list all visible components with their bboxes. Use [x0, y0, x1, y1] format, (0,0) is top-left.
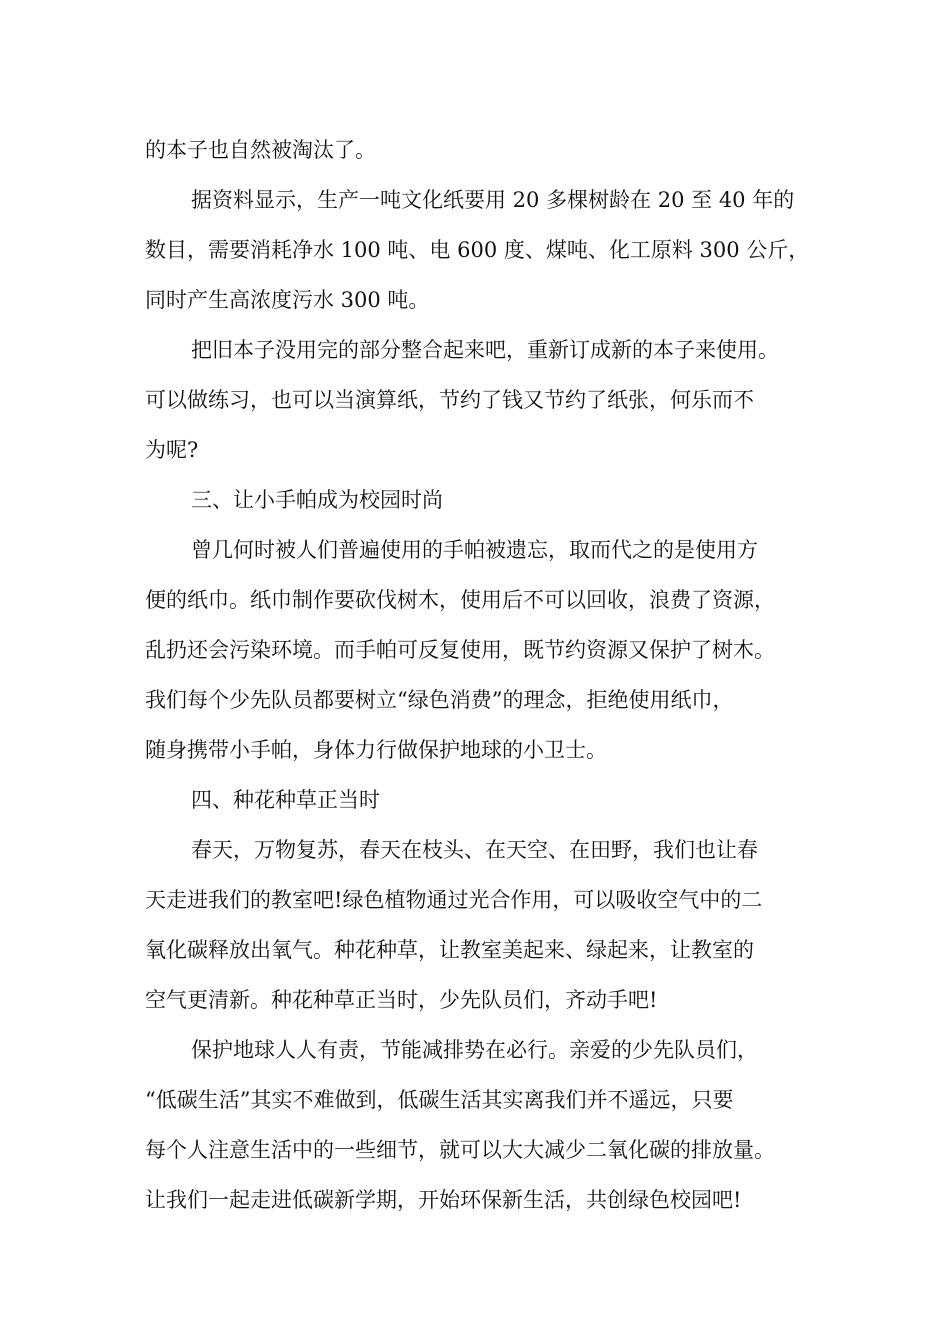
paragraph-start-line: 保护地球人人有责，节能减排势在必行。亲爱的少先队员们，	[191, 1038, 758, 1062]
text-line: 天走进我们的教室吧!绿色植物通过光合作用，可以吸收空气中的二	[145, 888, 763, 912]
text-line: 同时产生高浓度污水 300 吨。	[145, 288, 430, 312]
text-line: 空气更清新。种花种草正当时，少先队员们，齐动手吧!	[145, 988, 658, 1012]
paragraph-start-line: 春天，万物复苏，春天在枝头、在天空、在田野，我们也让春	[191, 838, 758, 862]
section-heading-4: 四、种花种草正当时	[191, 788, 380, 812]
text-line: 随身携带小手帕，身体力行做保护地球的小卫士。	[145, 738, 607, 762]
text-line: 让我们一起走进低碳新学期，开始环保新生活，共创绿色校园吧!	[145, 1188, 742, 1212]
text-line: 为呢?	[145, 438, 199, 462]
text-line: 数目，需要消耗净水 100 吨、电 600 度、煤吨、化工原料 300 公斤，	[145, 238, 810, 262]
text-line: 可以做练习，也可以当演算纸，节约了钱又节约了纸张，何乐而不	[145, 388, 754, 412]
text-line: 我们每个少先队员都要树立“绿色消费”的理念，拒绝使用纸巾，	[145, 688, 734, 712]
text-line: “低碳生活”其实不难做到，低碳生活其实离我们并不遥远，只要	[145, 1088, 734, 1112]
text-line: 氧化碳释放出氧气。种花种草，让教室美起来、绿起来，让教室的	[145, 938, 754, 962]
text-line: 每个人注意生活中的一些细节，就可以大大减少二氧化碳的排放量。	[145, 1138, 775, 1162]
text-line: 乱扔还会污染环境。而手帕可反复使用，既节约资源又保护了树木。	[145, 638, 775, 662]
text-line: 便的纸巾。纸巾制作要砍伐树木，使用后不可以回收，浪费了资源，	[145, 588, 775, 612]
section-heading-3: 三、让小手帕成为校园时尚	[191, 488, 443, 512]
paragraph-start-line: 据资料显示，生产一吨文化纸要用 20 多棵树龄在 20 至 40 年的	[191, 188, 795, 212]
paragraph-start-line: 把旧本子没用完的部分整合起来吧，重新订成新的本子来使用。	[191, 338, 779, 362]
paragraph-start-line: 曾几何时被人们普遍使用的手帕被遗忘，取而代之的是使用方	[191, 538, 758, 562]
text-line: 的本子也自然被淘汰了。	[145, 138, 376, 162]
